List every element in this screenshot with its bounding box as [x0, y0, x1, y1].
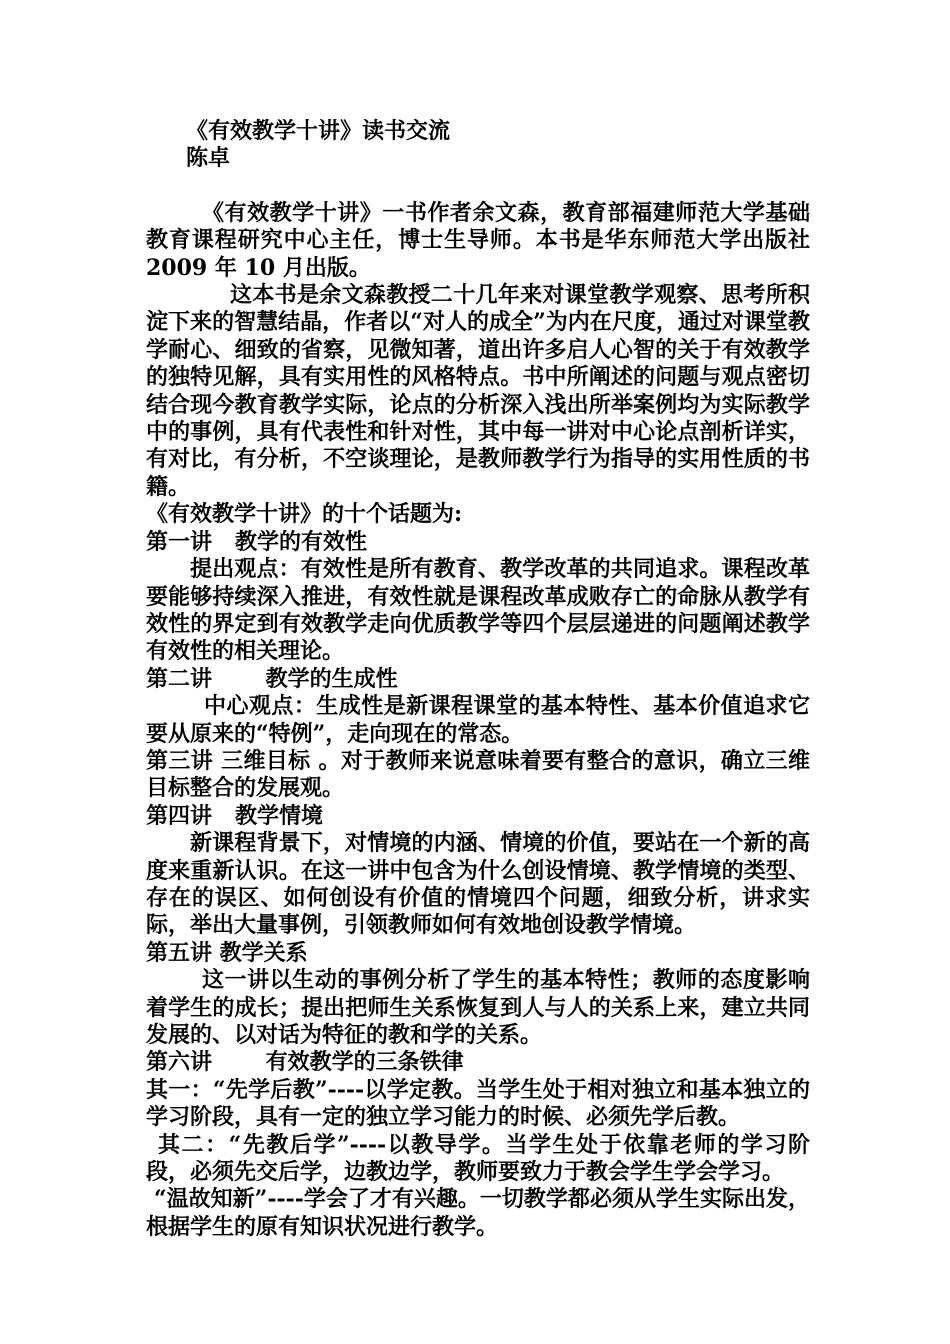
- paragraph-intro: 《有效教学十讲》一书作者余文森，教育部福建师范大学基础教育课程研究中心主任，博士生导师。本书是华东师范大学出版社 2009 年 10 月出版。: [146, 199, 810, 281]
- lecture-body-4: 新课程背景下，对情境的内涵、情境的价值，要站在一个新的高度来重新认识。在这一讲中包含为什么创设情境、教学情境的类型、存在的误区、如何创设有价值的情境四个问题，细致分析，讲求实际，举出大量事例，引领教师如何有效地创设教学情境。: [146, 830, 810, 939]
- paragraph-topics-intro: 《有效教学十讲》的十个话题为:: [146, 501, 463, 528]
- document-author: 陈卓: [186, 145, 231, 172]
- lecture-heading-6: 第六讲 有效教学的三条铁律: [146, 1049, 464, 1076]
- lecture-rule-2: 其二：“先教后学”----以教导学。当学生处于依靠老师的学习阶段，必须先交后学，边教边学，教师要致力于教会学生学会学习。: [146, 1131, 810, 1186]
- lecture-heading-1: 第一讲 教学的有效性: [146, 528, 367, 555]
- document-title: 《有效教学十讲》读书交流: [186, 118, 451, 144]
- lecture-heading-3: 第三讲 三维目标 。对于教师来说意味着要有整合的意识，确立三维目标整合的发展观。: [146, 747, 810, 802]
- lecture-body-1: 提出观点：有效性是所有教育、教学改革的共同追求。课程改革要能够持续深入推进，有效性就是课程改革成败存亡的命脉从教学有效性的界定到有效教学走向优质教学等四个层层递进的问题阐述教学有效性的相关理论。: [146, 556, 810, 665]
- lecture-heading-4: 第四讲 教学情境: [146, 802, 323, 829]
- lecture-heading-2: 第二讲 教学的生成性: [146, 665, 398, 692]
- lecture-rule-1: 其一：“先学后教”----以学定教。当学生处于相对独立和基本独立的学习阶段，具有一定的独立学习能力的时候、必须先学后教。: [146, 1076, 810, 1131]
- lecture-body-5: 这一讲以生动的事例分析了学生的基本特性；教师的态度影响着学生的成长；提出把师生关系恢复到人与人的关系上来，建立共同发展的、以对话为特征的教和学的关系。: [146, 967, 810, 1048]
- lecture-heading-5: 第五讲 教学关系: [146, 939, 308, 966]
- lecture-rule-3: “温故知新”----学会了才有兴趣。一切教学都必须从学生实际出发，根据学生的原有知识状况进行教学。: [146, 1186, 810, 1240]
- paragraph-overview: 这本书是余文森教授二十几年来对课堂教学观察、思考所积淀下来的智慧结晶，作者以“对人的成全”为内在尺度，通过对课堂教学耐心、细致的省察，见微知著，道出许多启人心智的关于有效教学的独特见解，具有实用性的风格特点。书中所阐述的问题与观点密切结合现今教育教学实际，论点的分析深入浅出所举案例均为实际教学中的事例，具有代表性和针对性，其中每一讲对中心论点剖析详实，有对比，有分析，不空谈理论，是教师教学行为指导的实用性质的书籍。: [146, 282, 810, 500]
- lecture-body-2: 中心观点：生成性是新课程课堂的基本特性、基本价值追求它要从原来的“特例”，走向现在的常态。: [146, 693, 810, 747]
- document-page: [146, 118, 810, 1241]
